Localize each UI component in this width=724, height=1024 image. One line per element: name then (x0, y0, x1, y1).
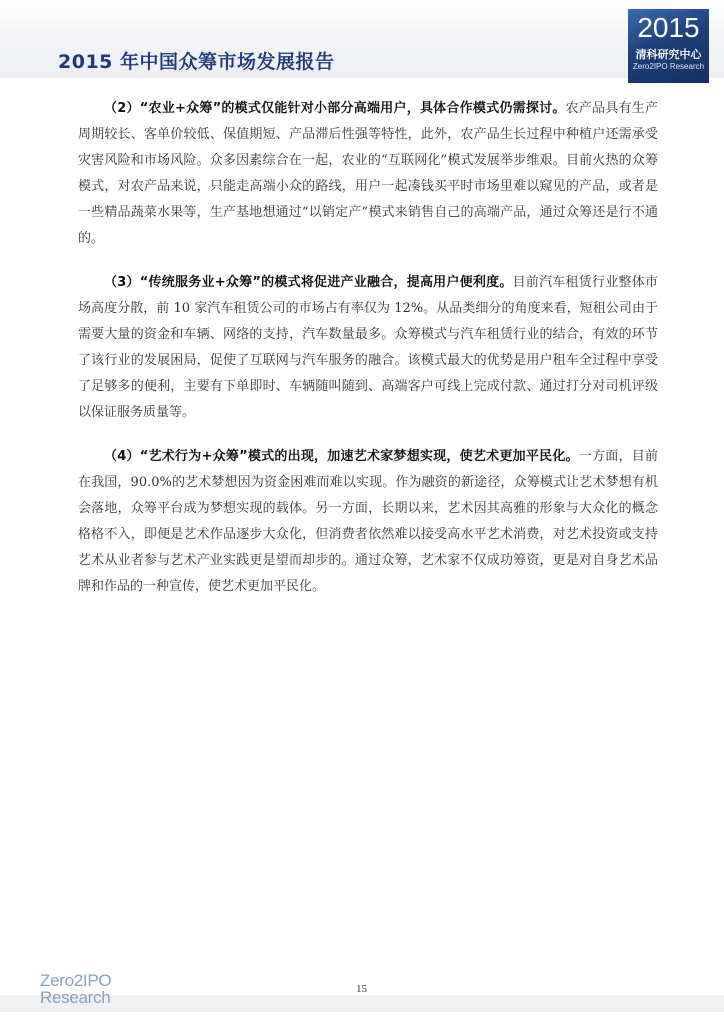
paragraph-body: 目前汽车租赁行业整体市场高度分散，前 10 家汽车租赁公司的市场占有率仅为 12%。从品类细分的角度来看，短租公司由于需要大量的资金和车辆、网络的支持，汽车数量最多。众筹模式与汽车租赁行业的结合，有效的环节了该行业的发展困局，促使了互联网与汽车服务的融合。该模式最大的优势是用户租车全过程中享受了足够多的便利，主要有下单即时、车辆随叫随到、高端客户可线上完成付款、通过打分对司机评级以保证服务质量等。 (78, 275, 658, 420)
footer-logo-line2: Research (40, 988, 111, 1007)
paragraph-body: 农产品具有生产周期较长、客单价较低、保值期短、产品滞后性强等特性，此外，农产品生长过程中种植户还需承受灾害风险和市场风险。众多因素综合在一起，农业的“互联网化”模式发展举步维艰。目前火热的众筹模式，对农产品来说，只能走高端小众的路线，用户一起凑钱买平时市场里难以窥见的产品，或者是一些精品蔬菜水果等，生产基地想通过“以销定产”模式来销售自己的高端产品，通过众筹还是行不通的。 (78, 101, 658, 246)
paragraph-body: 一方面，目前在我国，90.0%的艺术梦想因为资金困难而难以实现。作为融资的新途径，众筹模式让艺术梦想有机会落地，众筹平台成为梦想实现的载体。另一方面，长期以来，艺术因其高雅的形象与大众化的概念格格不入，即便是艺术作品逐步大众化，但消费者依然难以接受高水平艺术消费，对艺术投资或支持艺术从业者参与艺术产业实践更是望而却步的。通过众筹，艺术家不仅成功筹资，更是对自身艺术品牌和作品的一种宣传，使艺术更加平民化。 (78, 449, 658, 594)
logo-name-cn: 清科研究中心 (635, 48, 702, 61)
paragraph-lead: （2）“农业+众筹”的模式仅能针对小部分高端用户，具体合作模式仍需探讨。 (104, 101, 566, 116)
paragraph-lead: （3）“传统服务业+众筹”的模式将促进产业融合，提高用户便利度。 (104, 275, 513, 290)
zero2ipo-logo-badge (628, 9, 709, 83)
paragraph-traditional-services (78, 270, 658, 426)
document-body (78, 96, 658, 618)
footer-logo (40, 972, 111, 1006)
footer-logo-line1: Zero2IPO (40, 971, 112, 990)
logo-year: 2015 (637, 12, 700, 43)
paragraph-art (78, 444, 658, 600)
document-title: 2015 年中国众筹市场发展报告 (58, 51, 335, 73)
paragraph-agriculture (78, 96, 658, 252)
page-number: 15 (356, 983, 367, 995)
paragraph-lead: （4）“艺术行为+众筹”模式的出现，加速艺术家梦想实现，使艺术更加平民化。 (104, 449, 579, 464)
logo-name-en: Zero2IPO Research (632, 62, 705, 71)
